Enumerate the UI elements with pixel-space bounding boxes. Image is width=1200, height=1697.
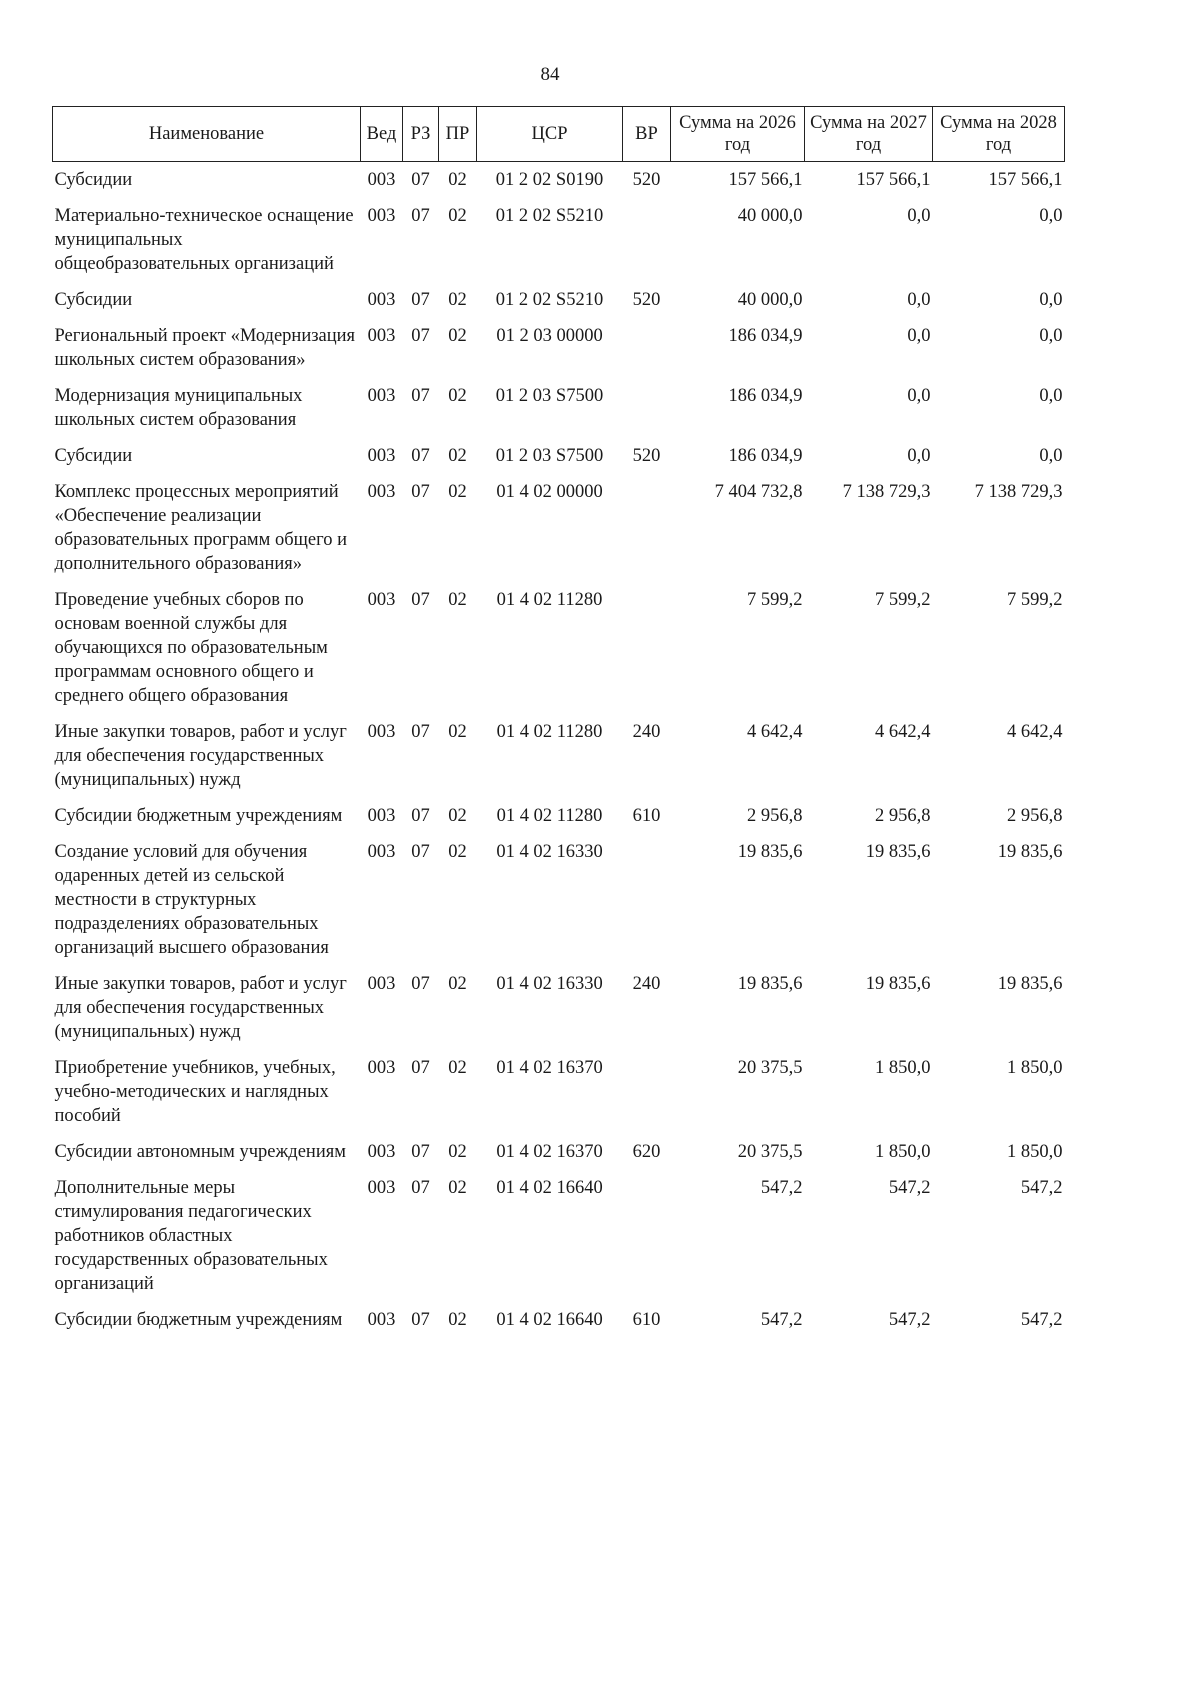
table-row [53, 318, 1065, 378]
cell-rz: 07 [411, 170, 430, 190]
cell-vr [623, 198, 671, 282]
cell-csr: 01 2 02 S5210 [495, 290, 604, 310]
cell-rz: 07 [411, 722, 430, 742]
table-row [53, 1170, 1065, 1302]
cell-pr: 02 [448, 1142, 467, 1162]
cell-csr: 01 4 02 16640 [496, 1310, 603, 1330]
cell-ved: 003 [367, 446, 396, 466]
cell-name: Субсидии [54, 170, 133, 190]
table-row [53, 1050, 1065, 1134]
cell-sum-2027: 2 956,8 [875, 806, 931, 826]
cell-ved: 003 [367, 842, 396, 862]
cell-sum-2026: 40 000,0 [737, 206, 803, 226]
cell-pr: 02 [448, 1178, 467, 1198]
header-ved: Вед [361, 107, 403, 162]
cell-name: Проведение учебных сборов по основам военной службы для обучающихся по образовательным программам основного общего и среднего общего образования [54, 590, 328, 706]
header-sum-2026: Сумма на 2026 год [671, 107, 805, 162]
table-row [53, 798, 1065, 834]
cell-csr: 01 4 02 00000 [496, 482, 603, 502]
cell-sum-2027: 0,0 [907, 386, 931, 406]
cell-csr: 01 2 03 S7500 [495, 446, 604, 466]
table-row [53, 714, 1065, 798]
cell-rz: 07 [411, 1058, 430, 1078]
cell-rz: 07 [411, 1142, 430, 1162]
cell-name: Субсидии бюджетным учреждениям [54, 1310, 343, 1330]
cell-sum-2026: 186 034,9 [728, 386, 803, 406]
cell-name: Модернизация муниципальных школьных систем образования [54, 386, 303, 430]
cell-sum-2026: 547,2 [760, 1178, 803, 1198]
cell-sum-2027: 0,0 [907, 206, 931, 226]
cell-pr: 02 [448, 842, 467, 862]
cell-sum-2028: 157 566,1 [988, 170, 1063, 190]
header-sum-2028: Сумма на 2028 год [933, 107, 1065, 162]
cell-sum-2028: 2 956,8 [1007, 806, 1063, 826]
cell-rz: 07 [411, 1310, 430, 1330]
cell-name: Комплекс процессных мероприятий «Обеспечение реализации образовательных программ общего и дополнительного образования» [54, 482, 347, 574]
cell-sum-2026: 20 375,5 [737, 1142, 803, 1162]
cell-name: Иные закупки товаров, работ и услуг для обеспечения государственных (муниципальных) нужд [54, 974, 347, 1042]
cell-sum-2027: 157 566,1 [856, 170, 931, 190]
cell-vr [623, 1170, 671, 1302]
cell-rz: 07 [411, 842, 430, 862]
table-row [53, 378, 1065, 438]
table-row [53, 834, 1065, 966]
table-row [53, 162, 1065, 199]
cell-vr [623, 1050, 671, 1134]
table-row [53, 1134, 1065, 1170]
cell-sum-2026: 186 034,9 [728, 446, 803, 466]
cell-csr: 01 4 02 16330 [496, 974, 603, 994]
cell-vr: 240 [632, 974, 661, 994]
cell-sum-2028: 7 599,2 [1007, 590, 1063, 610]
cell-pr: 02 [448, 170, 467, 190]
cell-sum-2026: 7 404 732,8 [714, 482, 803, 502]
cell-sum-2028: 4 642,4 [1007, 722, 1063, 742]
cell-ved: 003 [367, 590, 396, 610]
cell-csr: 01 4 02 16640 [496, 1178, 603, 1198]
cell-sum-2028: 547,2 [1020, 1310, 1063, 1330]
cell-ved: 003 [367, 806, 396, 826]
cell-name: Субсидии автономным учреждениям [54, 1142, 346, 1162]
header-pr: ПР [439, 107, 477, 162]
cell-sum-2028: 0,0 [1039, 446, 1063, 466]
table-header-row [53, 107, 1065, 162]
cell-sum-2027: 7 599,2 [875, 590, 931, 610]
cell-ved: 003 [367, 206, 396, 226]
cell-sum-2026: 19 835,6 [737, 842, 803, 862]
cell-pr: 02 [448, 386, 467, 406]
cell-sum-2026: 186 034,9 [728, 326, 803, 346]
cell-pr: 02 [448, 590, 467, 610]
cell-vr [623, 378, 671, 438]
cell-csr: 01 4 02 16370 [496, 1058, 603, 1078]
cell-pr: 02 [448, 806, 467, 826]
cell-name: Создание условий для обучения одаренных детей из сельской местности в структурных подразделениях образовательных организаций высшего образования [54, 842, 329, 958]
cell-sum-2026: 20 375,5 [737, 1058, 803, 1078]
cell-sum-2027: 1 850,0 [875, 1142, 931, 1162]
cell-vr [623, 582, 671, 714]
cell-pr: 02 [448, 1310, 467, 1330]
cell-rz: 07 [411, 590, 430, 610]
cell-rz: 07 [411, 446, 430, 466]
cell-name: Региональный проект «Модернизация школьных систем образования» [54, 326, 356, 370]
cell-sum-2028: 0,0 [1039, 326, 1063, 346]
cell-ved: 003 [367, 290, 396, 310]
cell-pr: 02 [448, 722, 467, 742]
cell-name: Иные закупки товаров, работ и услуг для обеспечения государственных (муниципальных) нужд [54, 722, 347, 790]
cell-sum-2026: 19 835,6 [737, 974, 803, 994]
cell-vr: 520 [632, 290, 661, 310]
cell-rz: 07 [411, 386, 430, 406]
cell-name: Приобретение учебников, учебных, учебно-методических и наглядных пособий [54, 1058, 336, 1126]
cell-vr [623, 474, 671, 582]
cell-ved: 003 [367, 1142, 396, 1162]
cell-pr: 02 [448, 974, 467, 994]
cell-vr: 610 [632, 1310, 661, 1330]
cell-pr: 02 [448, 446, 467, 466]
table-row [53, 966, 1065, 1050]
cell-pr: 02 [448, 326, 467, 346]
cell-csr: 01 4 02 11280 [496, 590, 603, 610]
cell-sum-2026: 7 599,2 [747, 590, 803, 610]
cell-vr: 520 [632, 170, 661, 190]
cell-name: Субсидии [54, 290, 133, 310]
page-number: 84 [540, 64, 560, 85]
cell-pr: 02 [448, 206, 467, 226]
cell-ved: 003 [367, 974, 396, 994]
cell-sum-2027: 4 642,4 [875, 722, 931, 742]
table-row [53, 198, 1065, 282]
cell-sum-2026: 547,2 [760, 1310, 803, 1330]
header-name: Наименование [53, 107, 361, 162]
cell-sum-2026: 157 566,1 [728, 170, 803, 190]
cell-sum-2028: 1 850,0 [1007, 1142, 1063, 1162]
cell-sum-2028: 19 835,6 [997, 842, 1063, 862]
cell-sum-2026: 2 956,8 [747, 806, 803, 826]
cell-sum-2027: 19 835,6 [865, 842, 931, 862]
cell-sum-2028: 0,0 [1039, 290, 1063, 310]
cell-name: Субсидии бюджетным учреждениям [54, 806, 343, 826]
cell-sum-2027: 0,0 [907, 326, 931, 346]
table-row [53, 438, 1065, 474]
cell-ved: 003 [367, 722, 396, 742]
cell-sum-2027: 7 138 729,3 [842, 482, 931, 502]
cell-rz: 07 [411, 1178, 430, 1198]
cell-rz: 07 [411, 974, 430, 994]
header-sum-2027: Сумма на 2027 год [805, 107, 933, 162]
cell-ved: 003 [367, 1178, 396, 1198]
cell-csr: 01 2 03 00000 [496, 326, 603, 346]
cell-ved: 003 [367, 1058, 396, 1078]
table-row [53, 582, 1065, 714]
cell-sum-2027: 547,2 [888, 1310, 931, 1330]
cell-sum-2027: 0,0 [907, 290, 931, 310]
table-row [53, 474, 1065, 582]
cell-pr: 02 [448, 290, 467, 310]
cell-vr [623, 834, 671, 966]
cell-ved: 003 [367, 326, 396, 346]
cell-rz: 07 [411, 290, 430, 310]
cell-name: Субсидии [54, 446, 133, 466]
cell-rz: 07 [411, 806, 430, 826]
cell-rz: 07 [411, 326, 430, 346]
header-csr: ЦСР [477, 107, 623, 162]
cell-vr: 610 [632, 806, 661, 826]
cell-sum-2028: 0,0 [1039, 386, 1063, 406]
cell-pr: 02 [448, 1058, 467, 1078]
table-row [53, 282, 1065, 318]
cell-sum-2027: 19 835,6 [865, 974, 931, 994]
cell-csr: 01 4 02 16330 [496, 842, 603, 862]
cell-sum-2028: 0,0 [1039, 206, 1063, 226]
table-row [53, 1302, 1065, 1338]
header-rz: РЗ [403, 107, 439, 162]
cell-sum-2026: 4 642,4 [747, 722, 803, 742]
cell-csr: 01 4 02 16370 [496, 1142, 603, 1162]
cell-name: Дополнительные меры стимулирования педагогических работников областных государственных образовательных организаций [54, 1178, 328, 1294]
cell-vr: 520 [632, 446, 661, 466]
table-body [53, 162, 1065, 1339]
cell-sum-2028: 19 835,6 [997, 974, 1063, 994]
cell-csr: 01 4 02 11280 [496, 722, 603, 742]
cell-ved: 003 [367, 482, 396, 502]
cell-sum-2027: 1 850,0 [875, 1058, 931, 1078]
cell-sum-2027: 0,0 [907, 446, 931, 466]
cell-sum-2027: 547,2 [888, 1178, 931, 1198]
cell-ved: 003 [367, 386, 396, 406]
budget-table [52, 106, 1065, 1338]
cell-csr: 01 4 02 11280 [496, 806, 603, 826]
cell-pr: 02 [448, 482, 467, 502]
cell-ved: 003 [367, 1310, 396, 1330]
header-vr: ВР [623, 107, 671, 162]
cell-sum-2028: 547,2 [1020, 1178, 1063, 1198]
cell-vr [623, 318, 671, 378]
cell-name: Материально-техническое оснащение муниципальных общеобразовательных организаций [54, 206, 354, 274]
cell-csr: 01 2 02 S0190 [495, 170, 604, 190]
cell-vr: 240 [632, 722, 661, 742]
cell-vr: 620 [632, 1142, 661, 1162]
cell-sum-2026: 40 000,0 [737, 290, 803, 310]
cell-rz: 07 [411, 206, 430, 226]
cell-csr: 01 2 02 S5210 [495, 206, 604, 226]
cell-sum-2028: 7 138 729,3 [974, 482, 1063, 502]
cell-ved: 003 [367, 170, 396, 190]
cell-sum-2028: 1 850,0 [1007, 1058, 1063, 1078]
cell-csr: 01 2 03 S7500 [495, 386, 604, 406]
cell-rz: 07 [411, 482, 430, 502]
